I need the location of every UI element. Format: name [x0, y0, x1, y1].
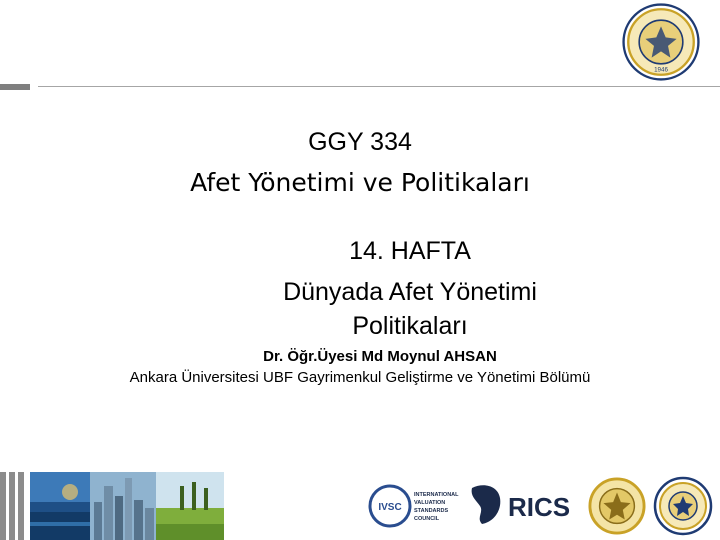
rics-logo: [466, 476, 578, 536]
footer-gray-bar-3: [18, 472, 24, 540]
ankara-university-seal-logo: [622, 3, 700, 81]
city-skyline-photo: [90, 472, 156, 540]
ankara-university-seal-footer-logo: [652, 476, 714, 536]
header-rule: [38, 86, 720, 87]
ocean-photo: [30, 472, 90, 540]
course-name: Afet Yönetimi ve Politikaları: [190, 168, 530, 197]
seal-year: 1946: [654, 66, 668, 74]
landscape-photo: [156, 472, 224, 540]
course-code: GGY 334: [308, 128, 412, 156]
topic-title-line1: Dünyada Afet Yönetimi: [283, 278, 537, 306]
topic-title-line2: Politikaları: [352, 312, 468, 340]
week-label: 14. HAFTA: [349, 237, 471, 265]
footer-gray-bar-2: [9, 472, 15, 540]
footer-gray-bar-1: [0, 472, 6, 540]
ivsc-caption-line1: INTERNATIONAL: [414, 492, 459, 498]
ivsc-caption-line4: COUNCIL: [414, 516, 440, 522]
ivsc-caption-line2: VALUATION: [414, 500, 446, 506]
gold-seal-logo: [588, 476, 646, 536]
author-name: Dr. Öğr.Üyesi Md Moynul AHSAN: [263, 348, 497, 365]
header-accent-bar: [0, 84, 30, 90]
ivsc-caption-line3: STANDARDS: [414, 508, 449, 514]
rics-logo-text: RICS: [508, 492, 571, 522]
ivsc-logo-text: IVSC: [378, 502, 402, 513]
department-name: Ankara Üniversitesi UBF Gayrimenkul Geliştirme ve Yönetimi Bölümü: [129, 369, 591, 386]
ivsc-logo: [368, 476, 460, 536]
